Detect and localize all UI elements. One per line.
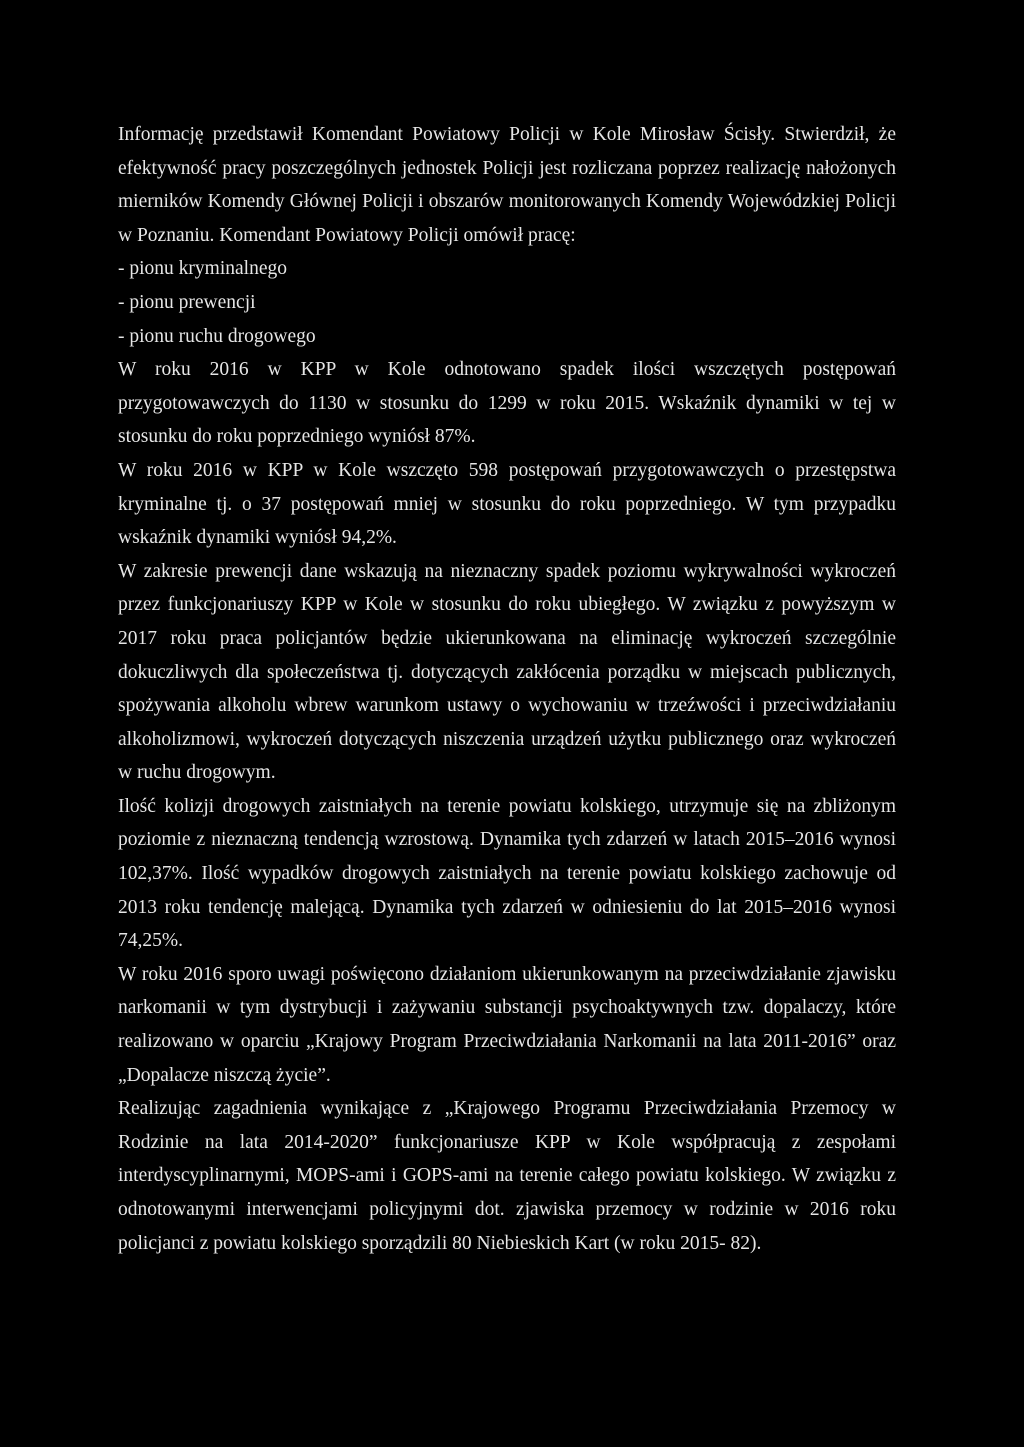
list-item-criminal-division: - pionu kryminalnego [118,258,287,280]
document-body [118,118,896,1260]
paragraph-road-collisions: Ilość kolizji drogowych zaistniałych na terenie powiatu kolskiego, utrzymuje się na zbliżonym poziomie z nieznaczną tendencją wzrostową. Dynamika tych zdarzeń w latach 2015–2016 wynosi 102,37%. Ilość wypadków drogowych zaistniałych na terenie powiatu kolskiego zachowuje od 2013 roku tendencję malejącą. Dynamika tych zdarzeń w odniesieniu do lat 2015–2016 wynosi 74,25%. [118,795,896,952]
paragraph-proceedings: W roku 2016 w KPP w Kole odnotowano spadek ilości wszczętych postępowań przygotowawczych do 1130 w stosunku do 1299 w roku 2015. Wskaźnik dynamiki w tej w stosunku do roku poprzedniego wyniósł 87%. [118,359,896,448]
paragraph-drug-prevention: W roku 2016 sporo uwagi poświęcono działaniom ukierunkowanym na przeciwdziałanie zjawisku narkomanii w tym dystrybucji i zażywaniu substancji psychoaktywnych tzw. dopalaczy, które realizowano w oparciu „Krajowy Program Przeciwdziałania Narkomanii na lata 2011-2016” oraz „Dopalacze niszczą życie”. [118,963,896,1086]
list-item-traffic-division: - pionu ruchu drogowego [118,325,316,347]
paragraph-criminal-proceedings: W roku 2016 w KPP w Kole wszczęto 598 postępowań przygotowawczych o przestępstwa kryminalne tj. o 37 postępowań mniej w stosunku do roku poprzedniego. W tym przypadku wskaźnik dynamiki wyniósł 94,2%. [118,459,896,549]
intro-paragraph: Informację przedstawił Komendant Powiatowy Policji w Kole Mirosław Ścisły. Stwierdził, że efektywność pracy poszczególnych jednostek Policji jest rozliczana poprzez realizację nałożonych mierników Komendy Głównej Policji i obszarów monitorowanych Komendy Wojewódzkiej Policji w Poznaniu. Komendant Powiatowy Policji omówił pracę: [118,124,896,246]
paragraph-prevention: W zakresie prewencji dane wskazują na nieznaczny spadek poziomu wykrywalności wykroczeń przez funkcjonariuszy KPP w Kole w stosunku do roku ubiegłego. W związku z powyższym w 2017 roku praca policjantów będzie ukierunkowana na eliminację wykroczeń szczególnie dokuczliwych dla społeczeństwa tj. dotyczących zakłócenia porządku w miejscach publicznych, spożywania alkoholu wbrew warunkom ustawy o wychowaniu w trzeźwości i przeciwdziałaniu alkoholizmowi, wykroczeń dotyczących niszczenia urządzeń użytku publicznego oraz wykroczeń w ruchu drogowym. [118,560,896,784]
list-item-prevention-division: - pionu prewencji [118,291,256,313]
paragraph-domestic-violence: Realizując zagadnienia wynikające z „Krajowego Programu Przeciwdziałania Przemocy w Rodzinie na lata 2014-2020” funkcjonariusze KPP w Kole współpracują z zespołami interdyscyplinarnymi, MOPS-ami i GOPS-ami na terenie całego powiatu kolskiego. W związku z odnotowanymi interwencjami policyjnymi dot. zjawiska przemocy w rodzinie w 2016 roku policjanci z powiatu kolskiego sporządzili 80 Niebieskich Kart (w roku 2015- 82). [118,1098,896,1254]
